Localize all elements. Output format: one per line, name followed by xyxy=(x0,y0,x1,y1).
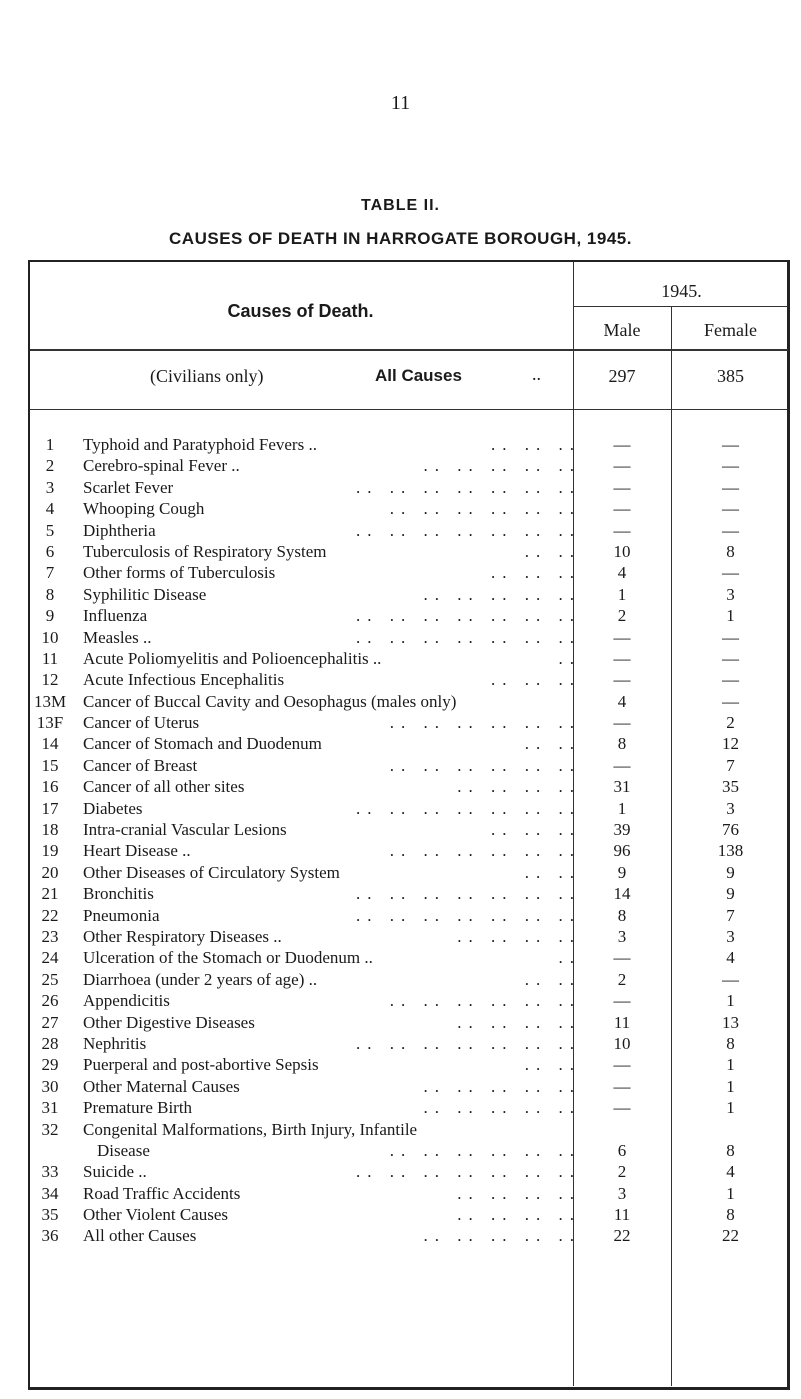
row-number: 13M xyxy=(33,691,67,711)
female-count: — xyxy=(722,435,739,454)
leader-dots: .. .. .. .. .. .. .. xyxy=(356,627,581,647)
leader-dots: .. .. xyxy=(524,541,581,561)
row-number: 19 xyxy=(41,841,59,861)
male-count: 8 xyxy=(617,734,627,754)
table-row xyxy=(28,926,790,947)
female-count: — xyxy=(722,670,739,690)
row-number: 33 xyxy=(41,1162,59,1182)
cause-name-text: Other forms of Tuberculosis xyxy=(83,563,276,583)
female-count: 76 xyxy=(722,820,739,840)
male-count: 9 xyxy=(617,862,627,882)
female-count: 4 xyxy=(726,948,735,968)
male-count: 6 xyxy=(617,1140,627,1160)
cause-name-text: Diarrhoea (under 2 years of age) .. xyxy=(83,969,318,989)
female-count: 1 xyxy=(726,991,735,1011)
cause-name-text: Tuberculosis of Respiratory System xyxy=(83,541,327,561)
female-count: — xyxy=(722,563,739,583)
female-count: — xyxy=(722,691,739,711)
table-row xyxy=(28,840,790,861)
female-count: 35 xyxy=(722,777,739,797)
leader-dots: .. xyxy=(558,648,581,668)
table-row xyxy=(28,819,790,840)
leader-dots: .. .. .. .. .. xyxy=(423,1226,581,1246)
table-row xyxy=(28,627,790,648)
cause-name-text: Diphtheria xyxy=(83,520,156,540)
cause-name-text: Cancer of Stomach and Duodenum xyxy=(83,734,322,754)
row-number: 26 xyxy=(41,991,59,1011)
row-number: 25 xyxy=(41,969,59,989)
row-number: 31 xyxy=(41,1098,59,1118)
female-count: 2 xyxy=(726,713,735,733)
cause-name xyxy=(83,691,603,712)
row-number: 29 xyxy=(41,1055,59,1075)
female-count: — xyxy=(722,969,739,989)
male-count: — xyxy=(613,1098,631,1118)
row-number: 12 xyxy=(41,670,59,690)
header-year: 1945. xyxy=(661,281,702,301)
female-count: — xyxy=(722,520,739,540)
leader-dots: .. .. .. .. .. .. .. xyxy=(356,884,581,904)
cause-name-text: Diabetes xyxy=(83,798,143,818)
row-number: 28 xyxy=(41,1033,59,1053)
cause-name-text: Suicide .. xyxy=(83,1162,147,1182)
female-count: 8 xyxy=(726,1140,735,1160)
male-count: — xyxy=(613,670,631,690)
male-count: — xyxy=(613,991,631,1011)
cause-name-text: Puerperal and post-abortive Sepsis xyxy=(83,1055,319,1075)
male-count: 39 xyxy=(613,820,631,840)
row-number: 13F xyxy=(36,713,64,733)
row-number: 10 xyxy=(41,627,59,647)
row-number: 3 xyxy=(45,477,55,497)
row-number: 17 xyxy=(41,798,59,818)
cause-name-continuation: Disease xyxy=(97,1140,150,1160)
row-number: 35 xyxy=(41,1205,59,1225)
male-count: — xyxy=(613,627,631,647)
table-row xyxy=(28,520,790,541)
female-count: 22 xyxy=(722,1226,739,1246)
female-count: 138 xyxy=(717,841,744,861)
cause-name-text: Typhoid and Paratyphoid Fevers .. xyxy=(83,435,317,454)
female-count: — xyxy=(722,499,739,519)
leader-dots: .. .. .. .. .. .. xyxy=(389,1140,581,1160)
table-row xyxy=(28,648,790,669)
male-count: 3 xyxy=(617,926,627,946)
row-number: 16 xyxy=(41,777,59,797)
row-number: 27 xyxy=(41,1012,59,1032)
row-number: 14 xyxy=(41,734,59,754)
row-number: 7 xyxy=(45,563,55,583)
cause-name-text: Intra-cranial Vascular Lesions xyxy=(83,820,287,840)
male-count: 1 xyxy=(617,584,627,604)
row-number: 32 xyxy=(41,1119,59,1139)
leader-dots: .. .. .. .. .. xyxy=(423,1098,581,1118)
male-count: — xyxy=(613,948,631,968)
male-count: 96 xyxy=(613,841,631,861)
row-number: 21 xyxy=(41,884,59,904)
male-count: 11 xyxy=(613,1012,631,1032)
table-row xyxy=(28,712,790,733)
leader-dots: .. .. .. .. .. .. .. xyxy=(356,1033,581,1053)
leader-dots: .. .. .. .. .. xyxy=(423,456,581,476)
all-causes-rule xyxy=(30,409,788,410)
male-count: 22 xyxy=(613,1226,631,1246)
leader-dots: .. .. .. xyxy=(491,563,581,583)
leader-dots: .. .. .. .. xyxy=(457,777,581,797)
all-causes-male: 297 xyxy=(608,366,636,386)
table-row xyxy=(28,498,790,519)
table-row xyxy=(28,1097,790,1118)
row-number: 20 xyxy=(41,862,59,882)
table-row xyxy=(28,584,790,605)
leader-dots: .. .. .. .. .. .. .. xyxy=(356,905,581,925)
cause-name-text: Heart Disease .. xyxy=(83,841,191,861)
male-count: 2 xyxy=(617,606,627,626)
leader-dots: .. .. .. .. .. .. xyxy=(389,991,581,1011)
leader-dots: .. .. xyxy=(524,862,581,882)
cause-name-text: Premature Birth xyxy=(83,1098,193,1118)
cause-name-text: Cancer of Uterus xyxy=(83,713,200,733)
cause-name-text: Cerebro-spinal Fever .. xyxy=(83,456,240,476)
female-count: 8 xyxy=(726,1033,735,1053)
female-count: — xyxy=(722,648,739,668)
table-row xyxy=(28,1054,790,1075)
row-number: 8 xyxy=(45,584,55,604)
table-row xyxy=(28,1033,790,1054)
leader-dots: .. .. .. .. .. xyxy=(423,584,581,604)
table-row xyxy=(28,1119,790,1162)
leader-dots: .. xyxy=(558,948,581,968)
leader-dots: .. .. .. .. .. .. xyxy=(389,841,581,861)
row-number: 18 xyxy=(41,820,59,840)
male-count: 10 xyxy=(613,541,631,561)
male-count: — xyxy=(613,648,631,668)
table-row xyxy=(28,1225,790,1246)
leader-dots: .. .. .. .. .. .. .. xyxy=(356,520,581,540)
year-rule xyxy=(573,306,788,307)
table-row xyxy=(28,990,790,1011)
causes-table-body xyxy=(28,434,790,1247)
cause-name-text: Other Diseases of Circulatory System xyxy=(83,862,340,882)
cause-name xyxy=(83,648,603,669)
cause-name-text: Congenital Malformations, Birth Injury, Infantile xyxy=(83,1119,418,1139)
female-count: 3 xyxy=(726,584,735,604)
cause-name-text: Measles .. xyxy=(83,627,152,647)
table-row xyxy=(28,969,790,990)
cause-name-text: Other Maternal Causes xyxy=(83,1076,240,1096)
leader-dots: .. .. .. .. .. .. xyxy=(389,499,581,519)
table-row xyxy=(28,477,790,498)
table-row xyxy=(28,947,790,968)
row-number: 34 xyxy=(41,1183,59,1203)
male-count: 8 xyxy=(617,905,627,925)
cause-name-text: Syphilitic Disease xyxy=(83,584,207,604)
cause-name-text: Road Traffic Accidents xyxy=(83,1183,241,1203)
cause-name-text: Influenza xyxy=(83,606,148,626)
female-count: 9 xyxy=(726,884,735,904)
page-number: 11 xyxy=(390,92,411,114)
table-row xyxy=(28,455,790,476)
table-row xyxy=(28,1076,790,1097)
male-count: 11 xyxy=(613,1205,631,1225)
header-male: Male xyxy=(603,320,641,340)
row-number: 23 xyxy=(41,926,59,946)
male-count: — xyxy=(613,456,631,476)
table-row xyxy=(28,541,790,562)
cause-name-text: Other Violent Causes xyxy=(83,1205,229,1225)
female-count: 12 xyxy=(722,734,739,754)
female-count: 1 xyxy=(726,606,735,626)
cause-name-text: Whooping Cough xyxy=(83,499,205,519)
leader-dots: .. .. .. .. .. .. .. xyxy=(356,477,581,497)
cause-name-text: Acute Poliomyelitis and Polioencephalitis .. xyxy=(83,648,382,668)
all-causes-female: 385 xyxy=(717,366,744,386)
table-row xyxy=(28,1012,790,1033)
leader-dots: .. .. xyxy=(524,734,581,754)
row-number: 36 xyxy=(41,1226,59,1246)
cause-name-text: Acute Infectious Encephalitis xyxy=(83,670,285,690)
female-count: 3 xyxy=(726,926,735,946)
male-count: 2 xyxy=(617,969,627,989)
table-row xyxy=(28,1204,790,1225)
table-row xyxy=(28,669,790,690)
male-count: 4 xyxy=(617,563,627,583)
male-count: — xyxy=(613,1076,631,1096)
female-count: 1 xyxy=(726,1183,735,1203)
female-count: 8 xyxy=(726,1205,735,1225)
cause-name xyxy=(83,947,603,968)
male-count: 14 xyxy=(613,884,631,904)
leader-dots: .. .. .. .. .. xyxy=(423,1076,581,1096)
female-count: 7 xyxy=(726,755,735,775)
row-number: 4 xyxy=(45,499,55,519)
leader-dots: .. .. .. .. xyxy=(457,1183,581,1203)
all-causes-civilians: (Civilians only) xyxy=(150,366,264,386)
cause-name-text: All other Causes xyxy=(83,1226,197,1246)
male-count: 2 xyxy=(617,1162,627,1182)
cause-name-text: Other Digestive Diseases xyxy=(83,1012,255,1032)
table-label: TABLE II. xyxy=(361,197,440,214)
cause-name-text: Ulceration of the Stomach or Duodenum .. xyxy=(83,948,373,968)
header-rule xyxy=(30,349,788,351)
leader-dots: .. .. .. xyxy=(491,435,581,454)
table-title: CAUSES OF DEATH IN HARROGATE BOROUGH, 1945. xyxy=(169,229,632,248)
leader-dots: .. .. .. .. .. .. .. xyxy=(356,1162,581,1182)
male-count: 31 xyxy=(613,777,631,797)
leader-dots: .. .. .. .. .. .. xyxy=(389,755,581,775)
table-row xyxy=(28,798,790,819)
male-count: — xyxy=(613,477,631,497)
header-female: Female xyxy=(704,320,757,340)
all-causes-label: All Causes xyxy=(375,366,462,385)
cause-name-text: Other Respiratory Diseases .. xyxy=(83,926,282,946)
male-count: 10 xyxy=(613,1033,631,1053)
male-count: — xyxy=(613,1055,631,1075)
female-count: 9 xyxy=(726,862,735,882)
female-count: — xyxy=(722,477,739,497)
female-count: 13 xyxy=(722,1012,739,1032)
female-count: — xyxy=(722,456,739,476)
table-row xyxy=(28,605,790,626)
leader-dots: .. .. .. xyxy=(491,820,581,840)
row-number: 5 xyxy=(45,520,55,540)
cause-name-text: Pneumonia xyxy=(83,905,160,925)
cause-name-text: Nephritis xyxy=(83,1033,147,1053)
male-count: — xyxy=(613,713,631,733)
leader-dots: .. .. .. .. xyxy=(457,1205,581,1225)
row-number: 1 xyxy=(45,435,55,454)
leader-dots: .. .. .. .. .. .. .. xyxy=(356,798,581,818)
row-number: 30 xyxy=(41,1076,59,1096)
female-count: 8 xyxy=(726,541,735,561)
header-causes: Causes of Death. xyxy=(227,301,374,321)
female-count: 4 xyxy=(726,1162,735,1182)
female-count: 3 xyxy=(726,798,735,818)
leader-dots: .. .. .. .. xyxy=(457,926,581,946)
cause-name-text: Cancer of Buccal Cavity and Oesophagus (males only) xyxy=(83,691,457,711)
row-number: 9 xyxy=(45,606,55,626)
male-count: — xyxy=(613,499,631,519)
all-causes-dots: .. xyxy=(532,364,541,384)
table-row xyxy=(28,905,790,926)
table-row xyxy=(28,755,790,776)
female-count: 1 xyxy=(726,1076,735,1096)
table-row xyxy=(28,691,790,712)
table-row xyxy=(28,1183,790,1204)
table-row xyxy=(28,883,790,904)
cause-name-text: Cancer of Breast xyxy=(83,755,198,775)
table-row xyxy=(28,862,790,883)
male-count: — xyxy=(613,755,631,775)
female-count: 7 xyxy=(726,905,735,925)
leader-dots: .. .. xyxy=(524,969,581,989)
table-row xyxy=(28,1161,790,1182)
cause-name-text: Scarlet Fever xyxy=(83,477,174,497)
male-count: 3 xyxy=(617,1183,627,1203)
row-number: 24 xyxy=(41,948,59,968)
row-number: 2 xyxy=(45,456,55,476)
female-count: 1 xyxy=(726,1055,735,1075)
table-row xyxy=(28,562,790,583)
leader-dots: .. .. .. .. xyxy=(457,1012,581,1032)
row-number: 22 xyxy=(41,905,59,925)
leader-dots: .. .. .. .. .. .. xyxy=(389,713,581,733)
male-count: — xyxy=(613,435,631,454)
leader-dots: .. .. .. .. .. .. .. xyxy=(356,606,581,626)
cause-name-text: Appendicitis xyxy=(83,991,170,1011)
female-count: 1 xyxy=(726,1098,735,1118)
female-count: — xyxy=(722,627,739,647)
leader-dots: .. .. .. xyxy=(491,670,581,690)
cause-name-text: Cancer of all other sites xyxy=(83,777,245,797)
row-number: 15 xyxy=(41,755,59,775)
table-row xyxy=(28,776,790,797)
male-count: 4 xyxy=(617,691,627,711)
male-count: 1 xyxy=(617,798,627,818)
table-row xyxy=(28,733,790,754)
male-count: — xyxy=(613,520,631,540)
cause-name-text: Bronchitis xyxy=(83,884,154,904)
row-number: 11 xyxy=(41,648,59,668)
row-number: 6 xyxy=(45,541,55,561)
leader-dots: .. .. xyxy=(524,1055,581,1075)
table-row xyxy=(28,434,790,455)
